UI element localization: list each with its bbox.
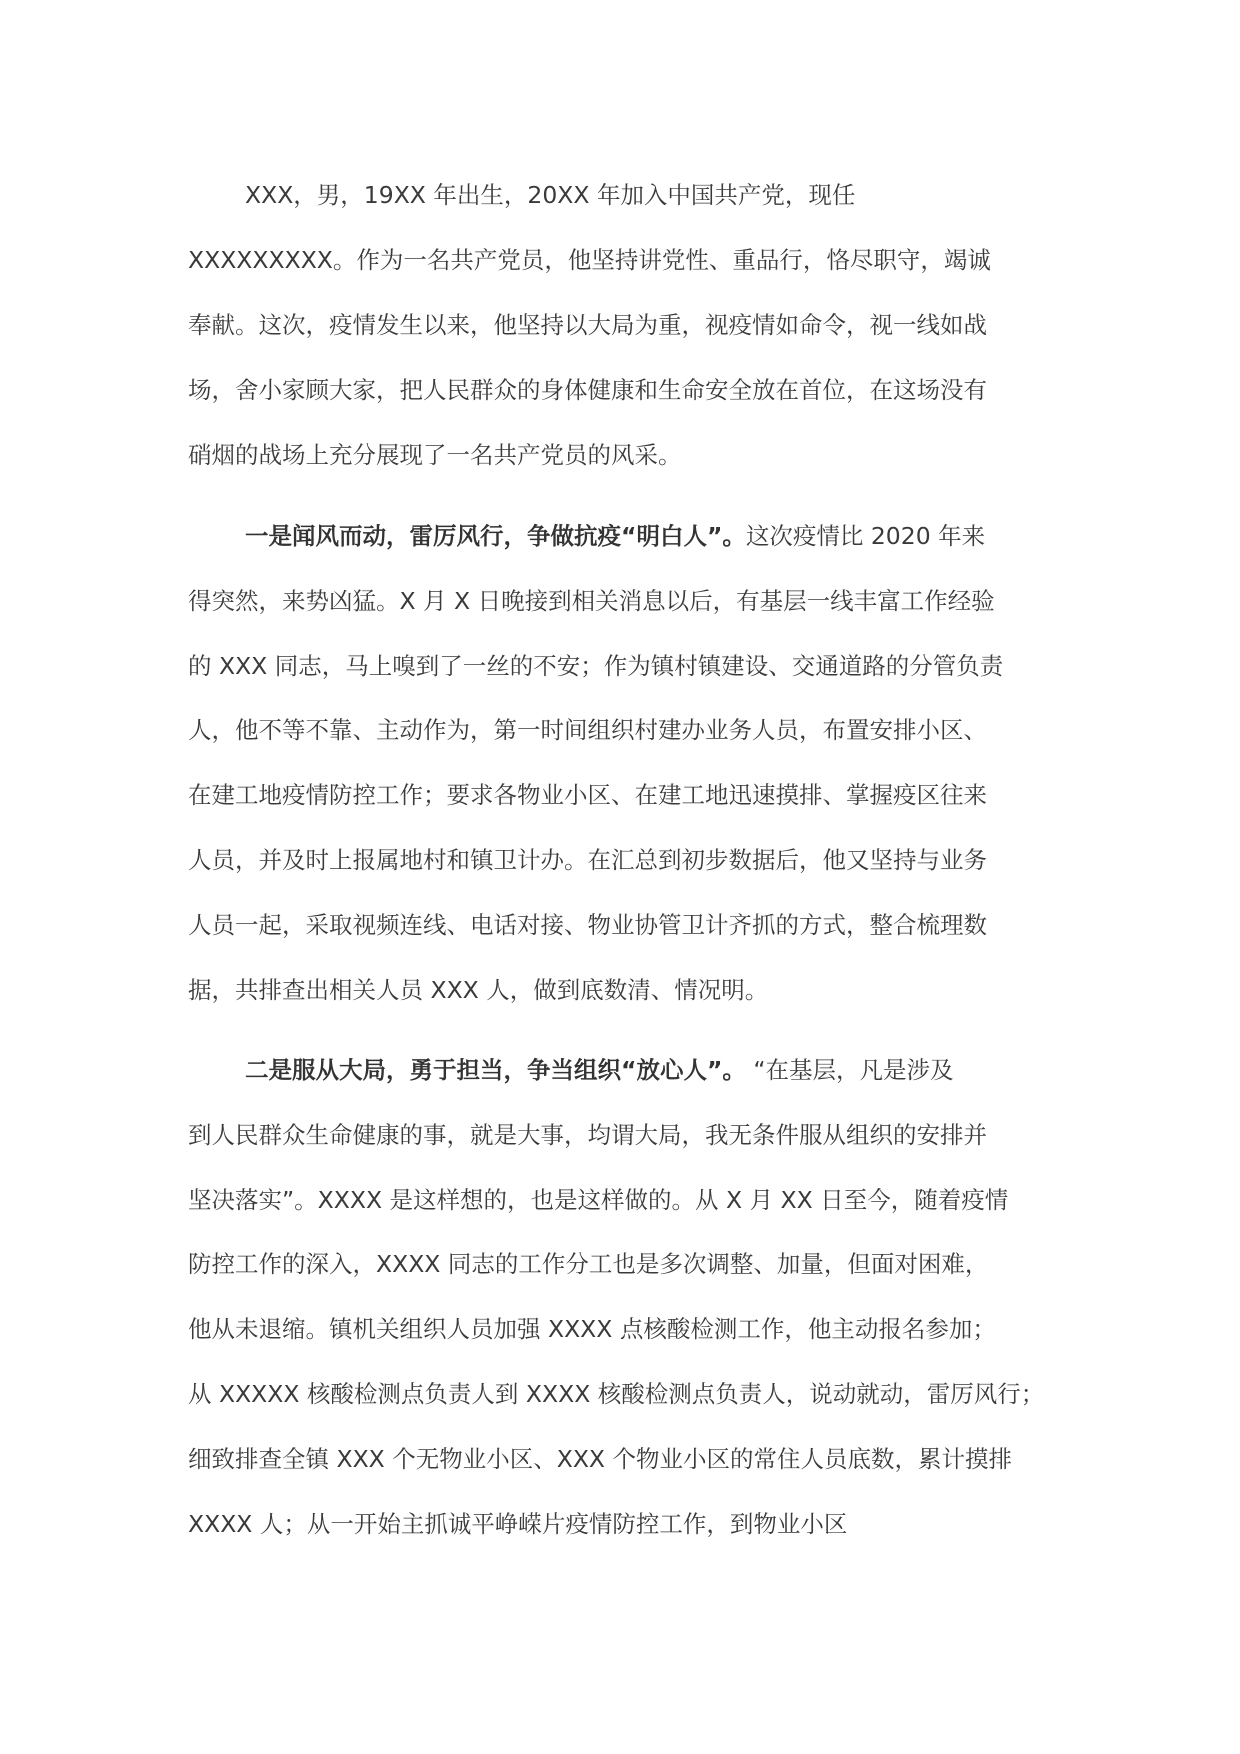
paragraph-3-line: 细致排查全镇 XXX 个无物业小区、XXX 个物业小区的常住人员底数，累计摸排 (188, 1445, 1013, 1473)
paragraph-3-line: 他从未退缩。镇机关组织人员加强 XXXX 点核酸检测工作，他主动报名参加； (188, 1315, 996, 1343)
paragraph-3-line: 到人民群众生命健康的事，就是大事，均谓大局，我无条件服从组织的安排并 (188, 1121, 987, 1149)
paragraph-3-first-line (245, 1055, 954, 1085)
paragraph-1-line: 硝烟的战场上充分展现了一名共产党员的风采。 (188, 441, 682, 469)
paragraph-2-line: 在建工地疫情防控工作；要求各物业小区、在建工地迅速摸排、掌握疫区往来 (188, 781, 987, 809)
paragraph-3-line: 防控工作的深入，XXXX 同志的工作分工也是多次调整、加量，但面对困难， (188, 1250, 989, 1278)
paragraph-1-line: 场，舍小家顾大家，把人民群众的身体健康和生命安全放在首位，在这场没有 (188, 376, 987, 404)
paragraph-1-line: XXXXXXXXX。作为一名共产党员，他坚持讲党性、重品行，恪尽职守，竭诚 (188, 246, 991, 274)
paragraph-2-line: 人员，并及时上报属地村和镇卫计办。在汇总到初步数据后，他又坚持与业务 (188, 846, 987, 874)
paragraph-2-line: 的 XXX 同志，马上嗅到了一丝的不安；作为镇村镇建设、交通道路的分管负责 (188, 652, 1004, 680)
paragraph-3-line: XXXX 人；从一开始主抓诚平峥嵘片疫情防控工作，到物业小区 (188, 1510, 848, 1538)
paragraph-1-line: 奉献。这次，疫情发生以来，他坚持以大局为重，视疫情如命令，视一线如战 (188, 311, 987, 339)
paragraph-2-heading: 一是闻风而动，雷厉风行，争做抗疫“明白人”。 (245, 522, 746, 550)
paragraph-3-line: “在基层，凡是涉及 (745, 1056, 954, 1084)
paragraph-2-line: 得突然，来势凶猛。X 月 X 日晚接到相关消息以后，有基层一线丰富工作经验 (188, 587, 995, 615)
paragraph-3-line: 坚决落实”。XXXX 是这样想的，也是这样做的。从 X 月 XX 日至今，随着疫情 (188, 1186, 1009, 1214)
paragraph-2-first-line (245, 521, 985, 551)
paragraph-3-heading: 二是服从大局，勇于担当，争当组织“放心人”。 (245, 1056, 746, 1084)
paragraph-2-line: 人员一起，采取视频连线、电话对接、物业协管卫计齐抓的方式，整合梳理数 (188, 911, 987, 939)
paragraph-2-line: 这次疫情比 2020 年来 (745, 522, 986, 550)
paragraph-3-line: 从 XXXXX 核酸检测点负责人到 XXXX 核酸检测点负责人，说动就动，雷厉风行； (188, 1380, 1045, 1408)
paragraph-1-line: XXX，男，19XX 年出生，20XX 年加入中国共产党，现任 (245, 181, 856, 209)
paragraph-2-line: 人，他不等不靠、主动作为，第一时间组织村建办业务人员，布置安排小区、 (188, 716, 987, 744)
paragraph-2-line: 据，共排查出相关人员 XXX 人，做到底数清、情况明。 (188, 976, 769, 1004)
